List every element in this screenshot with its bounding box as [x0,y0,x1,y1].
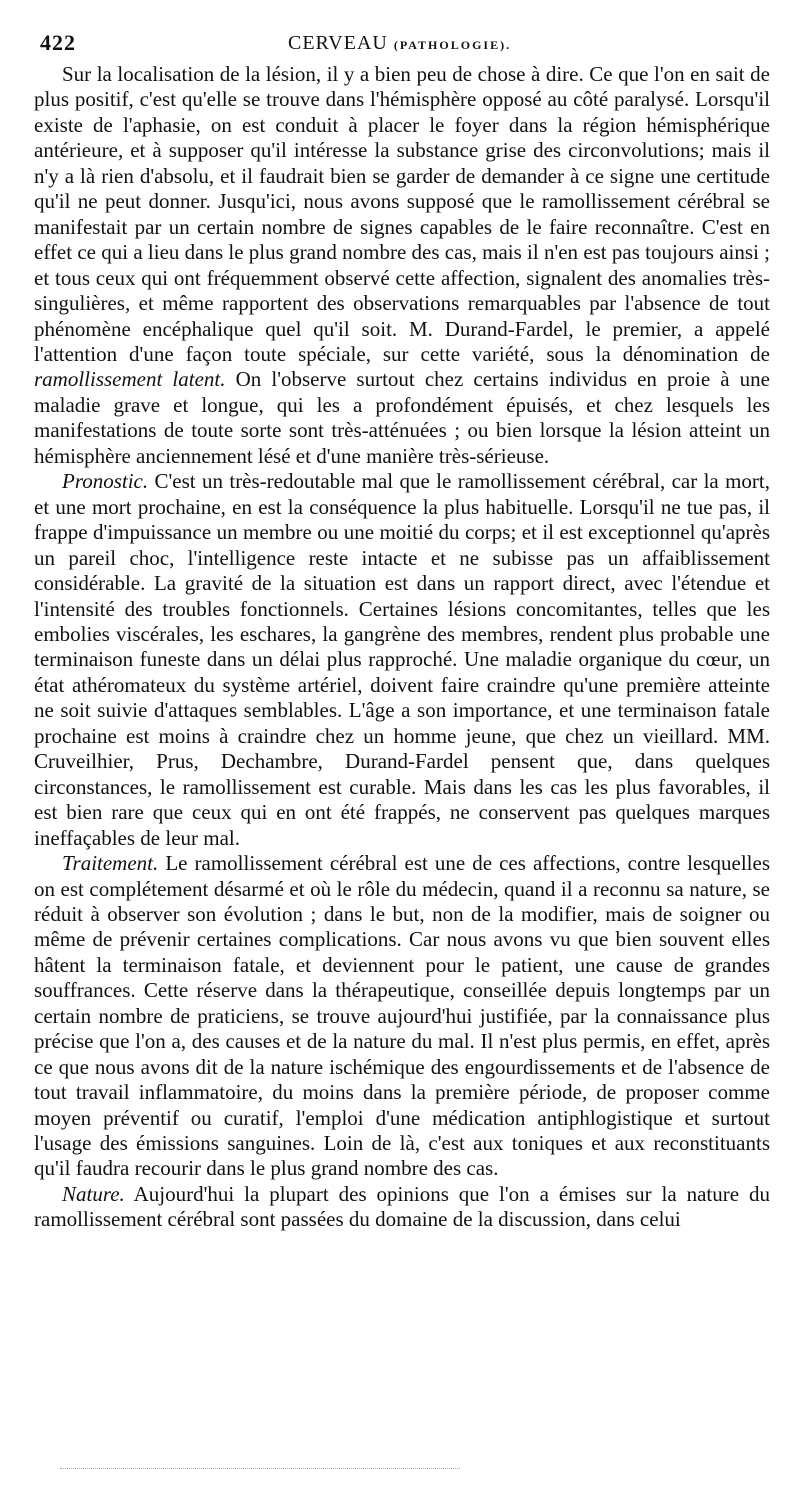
paragraph-localisation [34,62,770,469]
footer-scan-trace [60,1468,460,1471]
running-title-main: CERVEAU [288,32,388,54]
heading-nature: Nature. [62,1181,125,1206]
paragraph-localisation-text: Sur la localisation de la lésion, il y a bien peu de chose à dire. Ce que l'on en sait de plus positif, c'est qu'elle se trouve dans l'hémisphère opposé au côté paralysé. Lorsqu'il existe de l'aphasie, on est conduit à placer le foyer dans la région hémisphérique antérieure, et à supposer qu'il intéresse la substance grise des circonvolutions; mais il n'y a là rien d'absolu, et il faudrait bien se garder de demander à ce signe une certitude qu'il ne peut donner. Jusqu'ici, nous avons supposé que le ramollissement cérébral se manifestait par un certain nombre de signes capables de le faire reconnaître. C'est en effet ce qui a lieu dans le plus grand nombre des cas, mais il n'en est pas toujours ainsi ; et tous ceux qui ont fréquemment observé cette affection, signalent des anomalies très-singulières, et même rapportent des observations remarquables par l'absence de tout phénomène encéphalique quel qu'il soit. M. Durand-Fardel, le premier, a appelé l'attention d'une façon toute spéciale, sur cette variété, sous la dénomination de [34,62,770,366]
paragraph-traitement-text: Le ramollissement cérébral est une de ces affections, contre lesquelles on est complétement désarmé et où le rôle du médecin, quand il a reconnu sa nature, se réduit à observer son évolution ; dans le but, non de la modifier, mais de soigner ou même de prévenir certaines complications. Car nous avons vu que bien souvent elles hâtent la terminaison fatale, et deviennent pour le patient, une cause de grandes souffrances. Cette réserve dans la thérapeutique, conseillée depuis longtemps par un certain nombre de praticiens, se trouve aujourd'hui justifiée, par la connaissance plus précise que l'on a, des causes et de la nature du mal. Il n'est plus permis, en effet, après ce que nous avons dit de la nature ischémique des engourdissements et de l'absence de tout travail inflammatoire, du moins dans la première période, de proposer comme moyen préventif ou curatif, l'emploi d'une médication antiphlogistique et surtout l'usage des émissions sanguines. Loin de là, c'est aux toniques et aux reconstituants qu'il faudra recourir dans le plus grand nombre des cas. [34,851,770,1181]
paragraph-localisation-end: On l'observe surtout chez certains individus en proie à une maladie grave et longue, qui les a profondément épuisés, et chez lesquels les manifestations de toute sorte sont très-atténuées ; ou bien lorsque la lésion atteint un hémisphère anciennement lésé et d'une manière très-sérieuse. [34,367,771,468]
body-text [34,62,770,1233]
paragraph-pronostic [34,469,770,851]
term-ramollissement-latent: ramollissement latent. [34,367,226,392]
running-head [40,30,765,62]
running-title-sub: (PATHOLOGIE). [393,38,512,52]
heading-pronostic: Pronostic. [62,469,149,494]
paragraph-traitement [34,851,770,1182]
paragraph-nature-text: Aujourd'hui la plupart des opinions que l'on a émises sur la nature du ramollissement cérébral sont passées du domaine de la discussion, dans celui [34,1181,771,1232]
paragraph-nature [34,1182,770,1233]
running-title [288,32,511,55]
paragraph-pronostic-text: C'est un très-redoutable mal que le ramollissement cérébral, car la mort, et une mort prochaine, en est la conséquence la plus habituelle. Lorsqu'il ne tue pas, il frappe d'impuissance un membre ou une moitié du corps; et il est exceptionnel qu'après un pareil choc, l'intelligence reste intacte et ne subisse pas un affaiblissement considérable. La gravité de la situation est dans un rapport direct, avec l'étendue et l'intensité des troubles fonctionnels. Certaines lésions concomitantes, telles que les embolies viscérales, les eschares, la gangrène des membres, rendent plus probable une terminaison funeste dans un délai plus rapproché. Une maladie organique du cœur, un état athéromateux du système artériel, doivent faire craindre qu'une première atteinte ne soit suivie d'attaques semblables. L'âge a son importance, et une terminaison fatale prochaine est moins à craindre chez un homme jeune, que chez un vieillard. MM. Cruveilhier, Prus, Dechambre, Durand-Fardel pensent que, dans quelques circonstances, le ramollissement est curable. Mais dans les cas les plus favorables, il est bien rare que ceux qui en ont été frappés, ne conservent pas quelques marques ineffaçables de leur mal. [34,469,771,850]
page-number: 422 [40,30,76,55]
heading-traitement: Traitement. [62,851,159,876]
